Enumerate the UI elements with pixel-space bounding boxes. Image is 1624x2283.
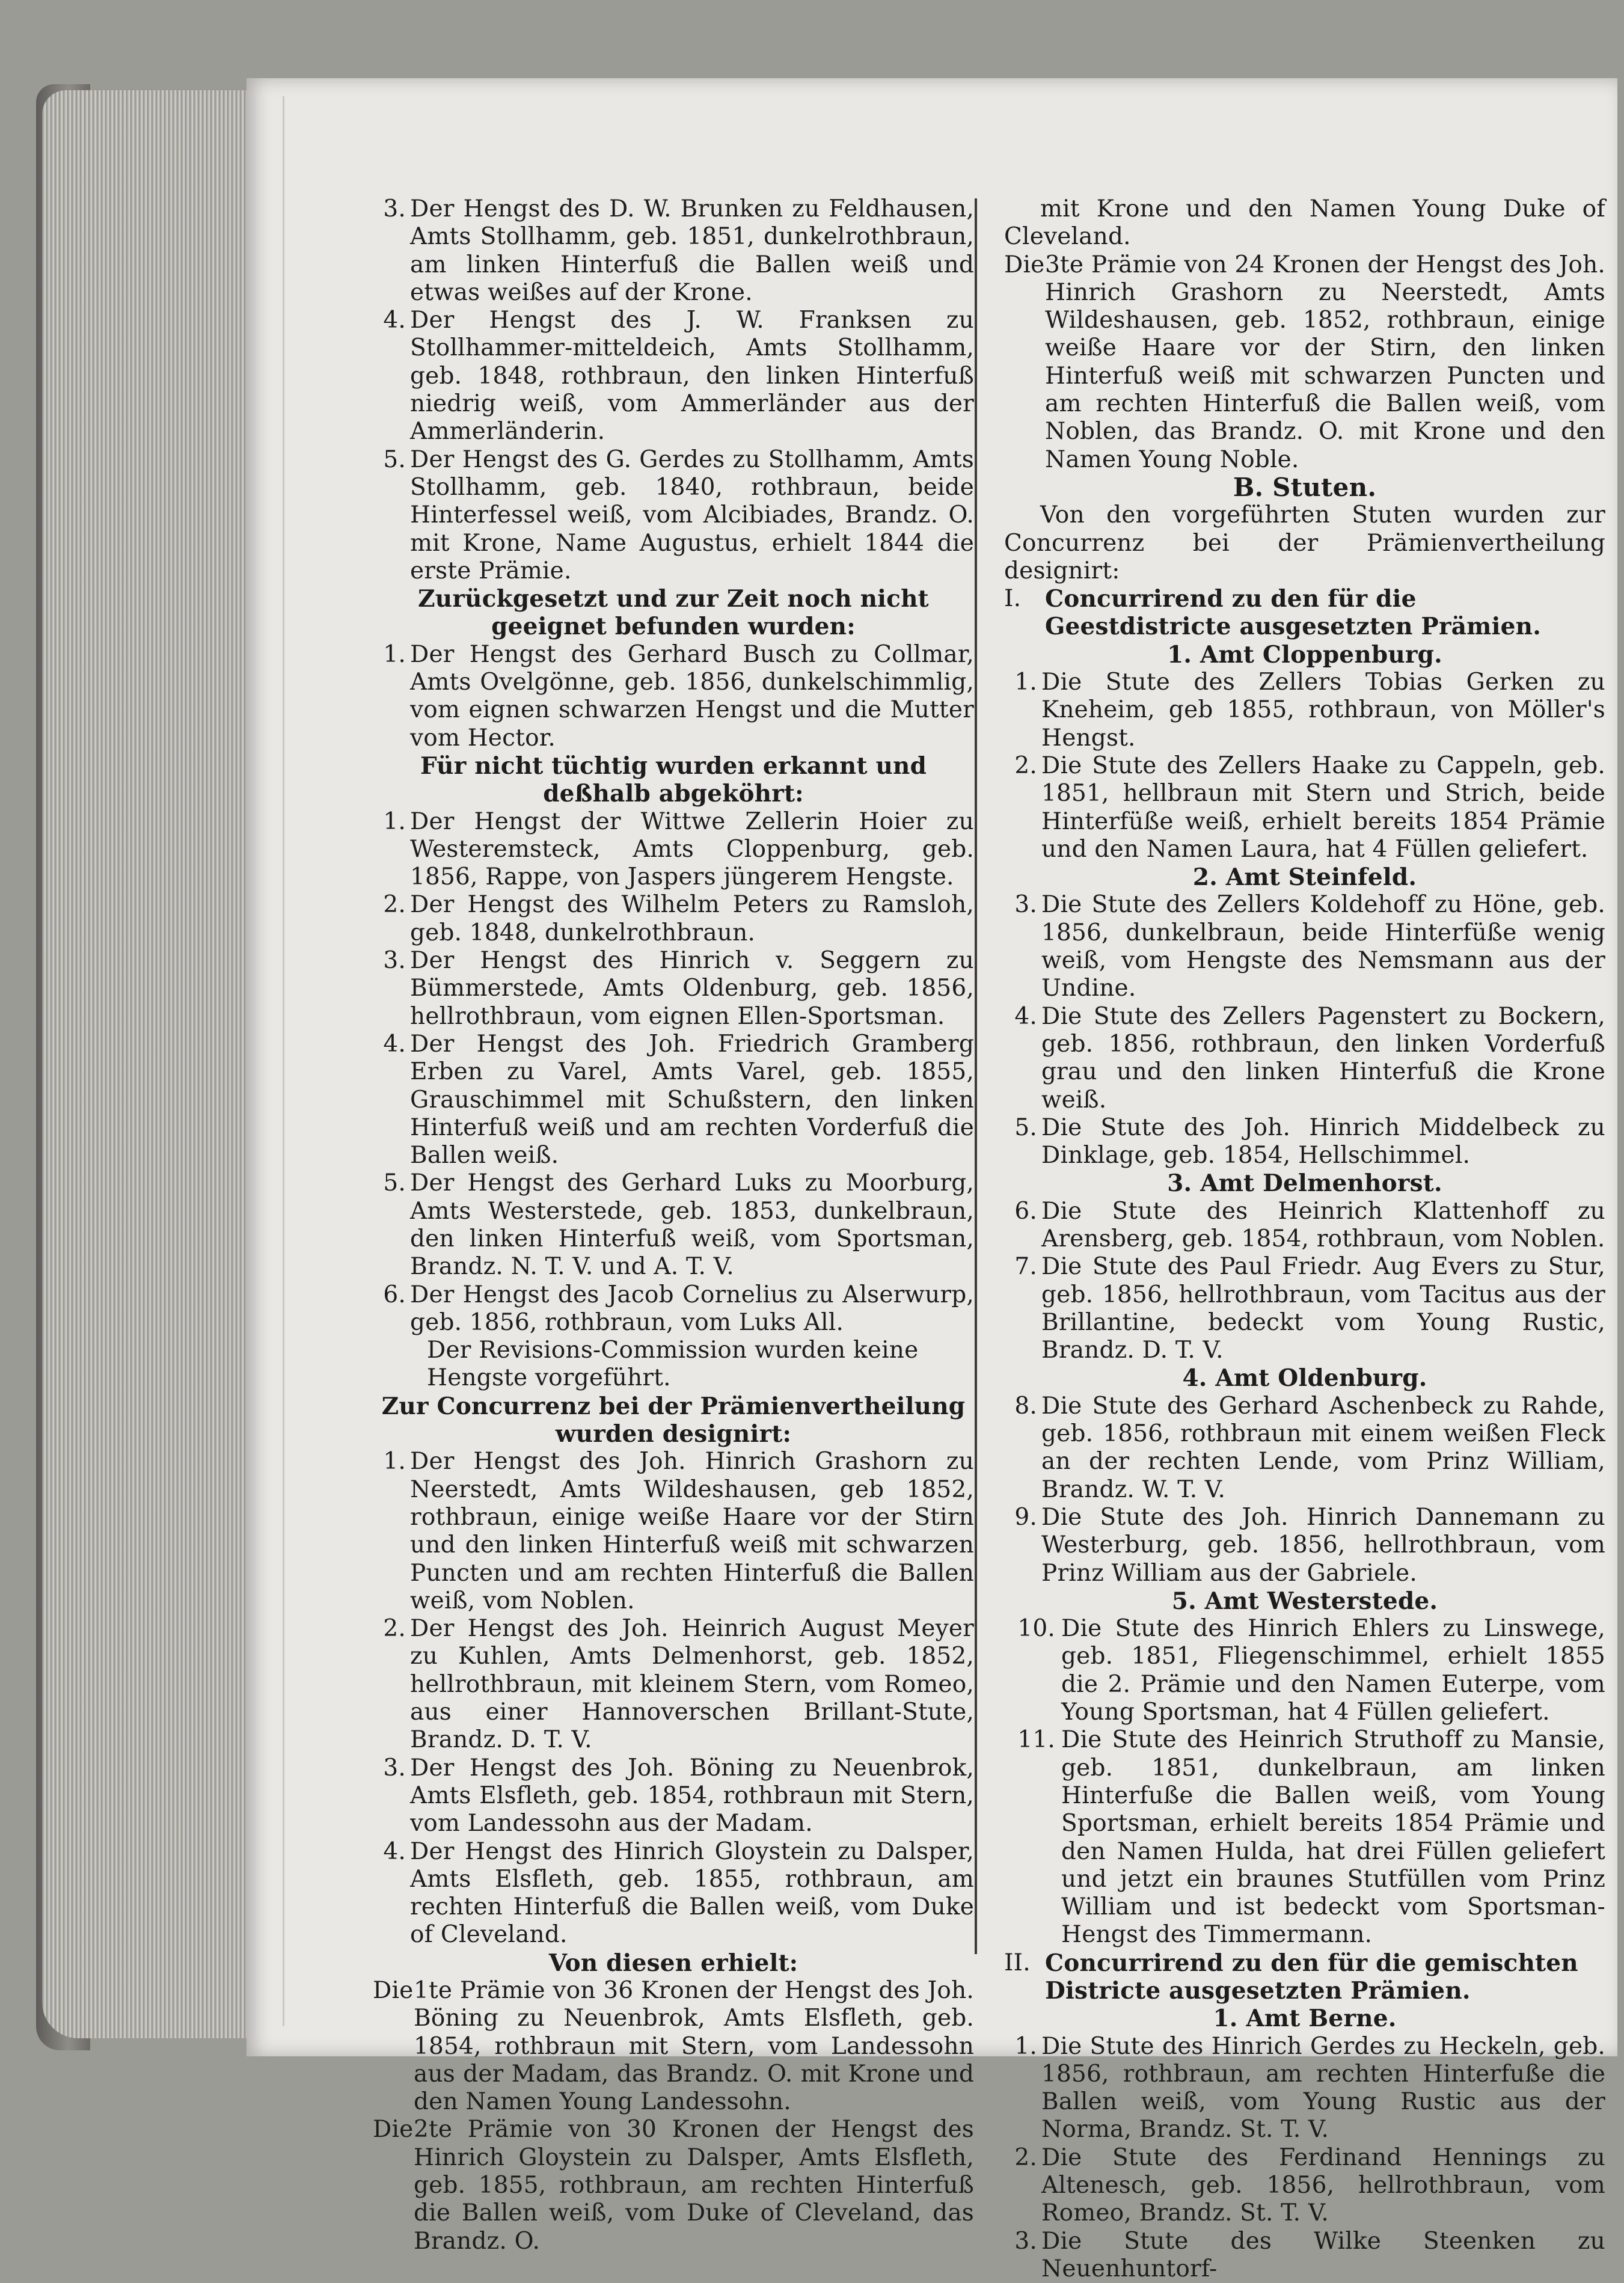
section-heading: Von diesen erhielt: — [548, 1949, 798, 1977]
list-item: 8. Die Stute des Gerhard Aschenbeck zu Rahde, geb. 1856, rothbraun mit einem weißen Fleck an der rechten Lende, vom Prinz William, Brandz. W. T. V. — [1014, 1392, 1605, 1503]
list-item: 1. Der Hengst des Gerhard Busch zu Collmar, Amts Ovelgönne, geb. 1856, dunkelschimmlig, vom eignen schwarzen Hengst und die Mutter vom Hector. — [383, 640, 974, 752]
list-item: 10. Die Stute des Hinrich Ehlers zu Linswege, geb. 1851, Fliegenschimmel, erhielt 1855 die 2. Prämie und den Namen Euterpe, vom Young Sportsman, hat 4 Füllen geliefert. — [1017, 1615, 1605, 1726]
section-intro: Von den vorgeführten Stuten wurden zur Concurrenz bei der Prämienvertheilung designirt: — [1004, 501, 1605, 584]
section-title: B. Stuten. — [1233, 472, 1377, 502]
district-heading: 2. Amt Steinfeld. — [1192, 863, 1417, 892]
group-heading: I. Concurrirend zu den für die Geestdistricte ausgesetzten Prämien. — [1004, 585, 1542, 641]
revision-note: Der Revisions-Commission wurden keine Hengste vorgeführt. — [427, 1337, 919, 1392]
intro-entries — [373, 195, 974, 585]
list-item: 1. Der Hengst des Joh. Hinrich Grashorn zu Neerstedt, Amts Wildeshausen, geb 1852, rothbraun, einige weiße Haare vor der Stirn und den linken Hinterfuß weiß mit schwarzen Puncten und am rechten Hinterfuß die Ballen weiß, vom Noblen. — [383, 1448, 974, 1614]
list-item: 4. Der Hengst des J. W. Franksen zu Stollhammer-mitteldeich, Amts Stollhamm, geb. 1848, rothbraun, den linken Hinterfuß niedrig weiß, vom Ammerländer aus der Ammerländerin. — [383, 307, 974, 446]
list-item: 3. Der Hengst des Hinrich v. Seggern zu Bümmerstede, Amts Oldenburg, geb. 1856, hellrothbraun, vom eignen Ellen-Sportsman. — [383, 947, 974, 1030]
left-column — [373, 195, 974, 2255]
list-item: 3. Die Stute des Wilke Steenken zu Neuenhuntorf- — [1014, 2227, 1605, 2282]
list-item: 2. Die Stute des Ferdinand Hennings zu Altenesch, geb. 1856, hellrothbraun, vom Romeo, Brandz. St. T. V. — [1014, 2144, 1605, 2227]
right-column — [1004, 195, 1605, 2283]
list-item: 5. Der Hengst des G. Gerdes zu Stollhamm, Amts Stollhamm, geb. 1840, rothbraun, beide Hinterfessel weiß, vom Alcibiades, Brandz. O. mit Krone, Name Augustus, erhielt 1844 die erste Prämie. — [383, 446, 974, 584]
list-item: 6. Die Stute des Heinrich Klattenhoff zu Arensberg, geb. 1854, rothbraun, vom Noblen. — [1014, 1197, 1605, 1252]
section-heading: Zur Concurrenz bei der Prämienvertheilung wurden designirt: — [381, 1392, 966, 1448]
list-item: 9. Die Stute des Joh. Hinrich Dannemann zu Westerburg, geb. 1856, hellrothbraun, vom Prinz William aus der Gabriele. — [1014, 1503, 1605, 1587]
list-item: 2. Die Stute des Zellers Haake zu Cappeln, geb. 1851, hellbraun mit Stern und Strich, beide Hinterfüße weiß, erhielt bereits 1854 Prämie und den Namen Laura, hat 4 Füllen geliefert. — [1014, 752, 1605, 863]
list-item: 1. Die Stute des Zellers Tobias Gerken zu Kneheim, geb 1855, rothbraun, von Möller's Hengst. — [1014, 669, 1605, 752]
list-item: 5. Der Hengst des Gerhard Luks zu Moorburg, Amts Westerstede, geb. 1853, dunkelbraun, den linken Hinterfuß weiß, vom Sportsman, Brandz. N. T. V. und A. T. V. — [383, 1169, 974, 1281]
prize-entry: Die 2te Prämie von 30 Kronen der Hengst des Hinrich Gloystein zu Dalsper, Amts Elsfleth, geb. 1855, rothbraun, am rechten Hinterfuß die Ballen weiß, vom Duke of Cleveland, das Brandz. O. — [373, 2116, 974, 2255]
list-item: 11. Die Stute des Heinrich Struthoff zu Mansie, geb. 1851, dunkelbraun, am linken Hinterfuße die Ballen weiß, vom Young Sportsman, erhielt bereits 1854 Prämie und den Namen Hulda, hat drei Füllen geliefert und jetzt ein braunes Stutfüllen vom Prinz William und ist bedeckt vom Sportsman-Hengst des Timmermann. — [1017, 1726, 1605, 1949]
section-heading: Für nicht tüchtig wurden erkannt und deßhalb abgeköhrt: — [420, 752, 927, 808]
list-item: 1. Die Stute des Hinrich Gerdes zu Heckeln, geb. 1856, rothbraun, am rechten Hinterfuße die Ballen weiß, vom Young Rustic aus der Norma, Brandz. St. T. V. — [1014, 2032, 1605, 2144]
list-item: 4. Der Hengst des Joh. Friedrich Gramberg Erben zu Varel, Amts Varel, geb. 1855, Grauschimmel mit Schußstern, den linken Hinterfuß weiß und am rechten Vorderfuß die Ballen weiß. — [383, 1030, 974, 1169]
group-heading: II. Concurrirend zu den für die gemischten Districte ausgesetzten Prämien. — [1004, 1949, 1578, 2005]
prize-entry: Die 3te Prämie von 24 Kronen der Hengst des Joh. Hinrich Grashorn zu Neerstedt, Amts Wildeshausen, geb. 1852, rothbraun, einige weiße Haare vor der Stirn, den linken Hinterfuß weiß mit schwarzen Puncten und am rechten Hinterfuß die Ballen weiß, vom Noblen, das Brandz. O. mit Krone und den Namen Young Noble. — [1004, 251, 1605, 473]
list-item: 2. Der Hengst des Wilhelm Peters zu Ramsloh, geb. 1848, dunkelrothbraun. — [383, 891, 974, 946]
district-heading: 1. Amt Cloppenburg. — [1167, 640, 1442, 669]
prize-entry: Die 1te Prämie von 36 Kronen der Hengst des Joh. Böning zu Neuenbrok, Amts Elsfleth, geb. 1854, rothbraun mit Stern, vom Landessohn aus der Madam, das Brandz. O. mit Krone und den Namen Young Landessohn. — [373, 1977, 974, 2116]
list-item: 1. Der Hengst der Wittwe Zellerin Hoier zu Westeremsteck, Amts Cloppenburg, geb. 1856, Rappe, von Jaspers jüngerem Hengste. — [383, 807, 974, 891]
list-item: 3. Der Hengst des Joh. Böning zu Neuenbrok, Amts Elsfleth, geb. 1854, rothbraun mit Stern, vom Landessohn aus der Madam. — [383, 1754, 974, 1837]
section-heading: Zurückgesetzt und zur Zeit noch nicht geeignet befunden wurden: — [418, 585, 929, 641]
district-heading: 1. Amt Berne. — [1213, 2005, 1397, 2033]
list-item: 4. Der Hengst des Hinrich Gloystein zu Dalsper, Amts Elsfleth, geb. 1855, rothbraun, am rechten Hinterfuß die Ballen weiß, vom Duke of Cleveland. — [383, 1837, 974, 1949]
list-item: 5. Die Stute des Joh. Hinrich Middelbeck zu Dinklage, geb. 1854, Hellschimmel. — [1014, 1114, 1605, 1169]
column-divider — [975, 198, 977, 1954]
list-item: 2. Der Hengst des Joh. Heinrich August Meyer zu Kuhlen, Amts Delmenhorst, geb. 1852, hellrothbraun, mit kleinem Stern, vom Romeo, aus einer Hannoverschen Brillant-Stute, Brandz. D. T. V. — [383, 1615, 974, 1754]
list-item: 7. Die Stute des Paul Friedr. Aug Evers zu Stur, geb. 1856, hellrothbraun, vom Tacitus aus der Brillantine, bedeckt vom Young Rustic, Brandz. D. T. V. — [1014, 1253, 1605, 1364]
list-item: 3. Die Stute des Zellers Koldehoff zu Höne, geb. 1856, dunkelbraun, beide Hinterfüße wenig weiß, vom Hengste des Nemsmann aus der Undine. — [1014, 891, 1605, 1002]
list-item: 4. Die Stute des Zellers Pagenstert zu Bockern, geb. 1856, rothbraun, den linken Vorderfuß grau und den linken Hinterfuß die Krone weiß. — [1014, 1002, 1605, 1114]
list-item: 6. Der Hengst des Jacob Cornelius zu Alserwurp, geb. 1856, rothbraun, vom Luks All. — [383, 1281, 974, 1336]
list-item: 3. Der Hengst des D. W. Brunken zu Feldhausen, Amts Stollhamm, geb. 1851, dunkelrothbraun, am linken Hinterfuß die Ballen weiß und etwas weißes auf der Krone. — [383, 195, 974, 306]
continuation-text: mit Krone und den Namen Young Duke of Cleveland. — [1004, 195, 1605, 251]
district-heading: 5. Amt Westerstede. — [1171, 1587, 1438, 1615]
district-heading: 3. Amt Delmenhorst. — [1167, 1169, 1442, 1198]
district-heading: 4. Amt Oldenburg. — [1182, 1364, 1427, 1393]
page-edges — [42, 90, 247, 2038]
